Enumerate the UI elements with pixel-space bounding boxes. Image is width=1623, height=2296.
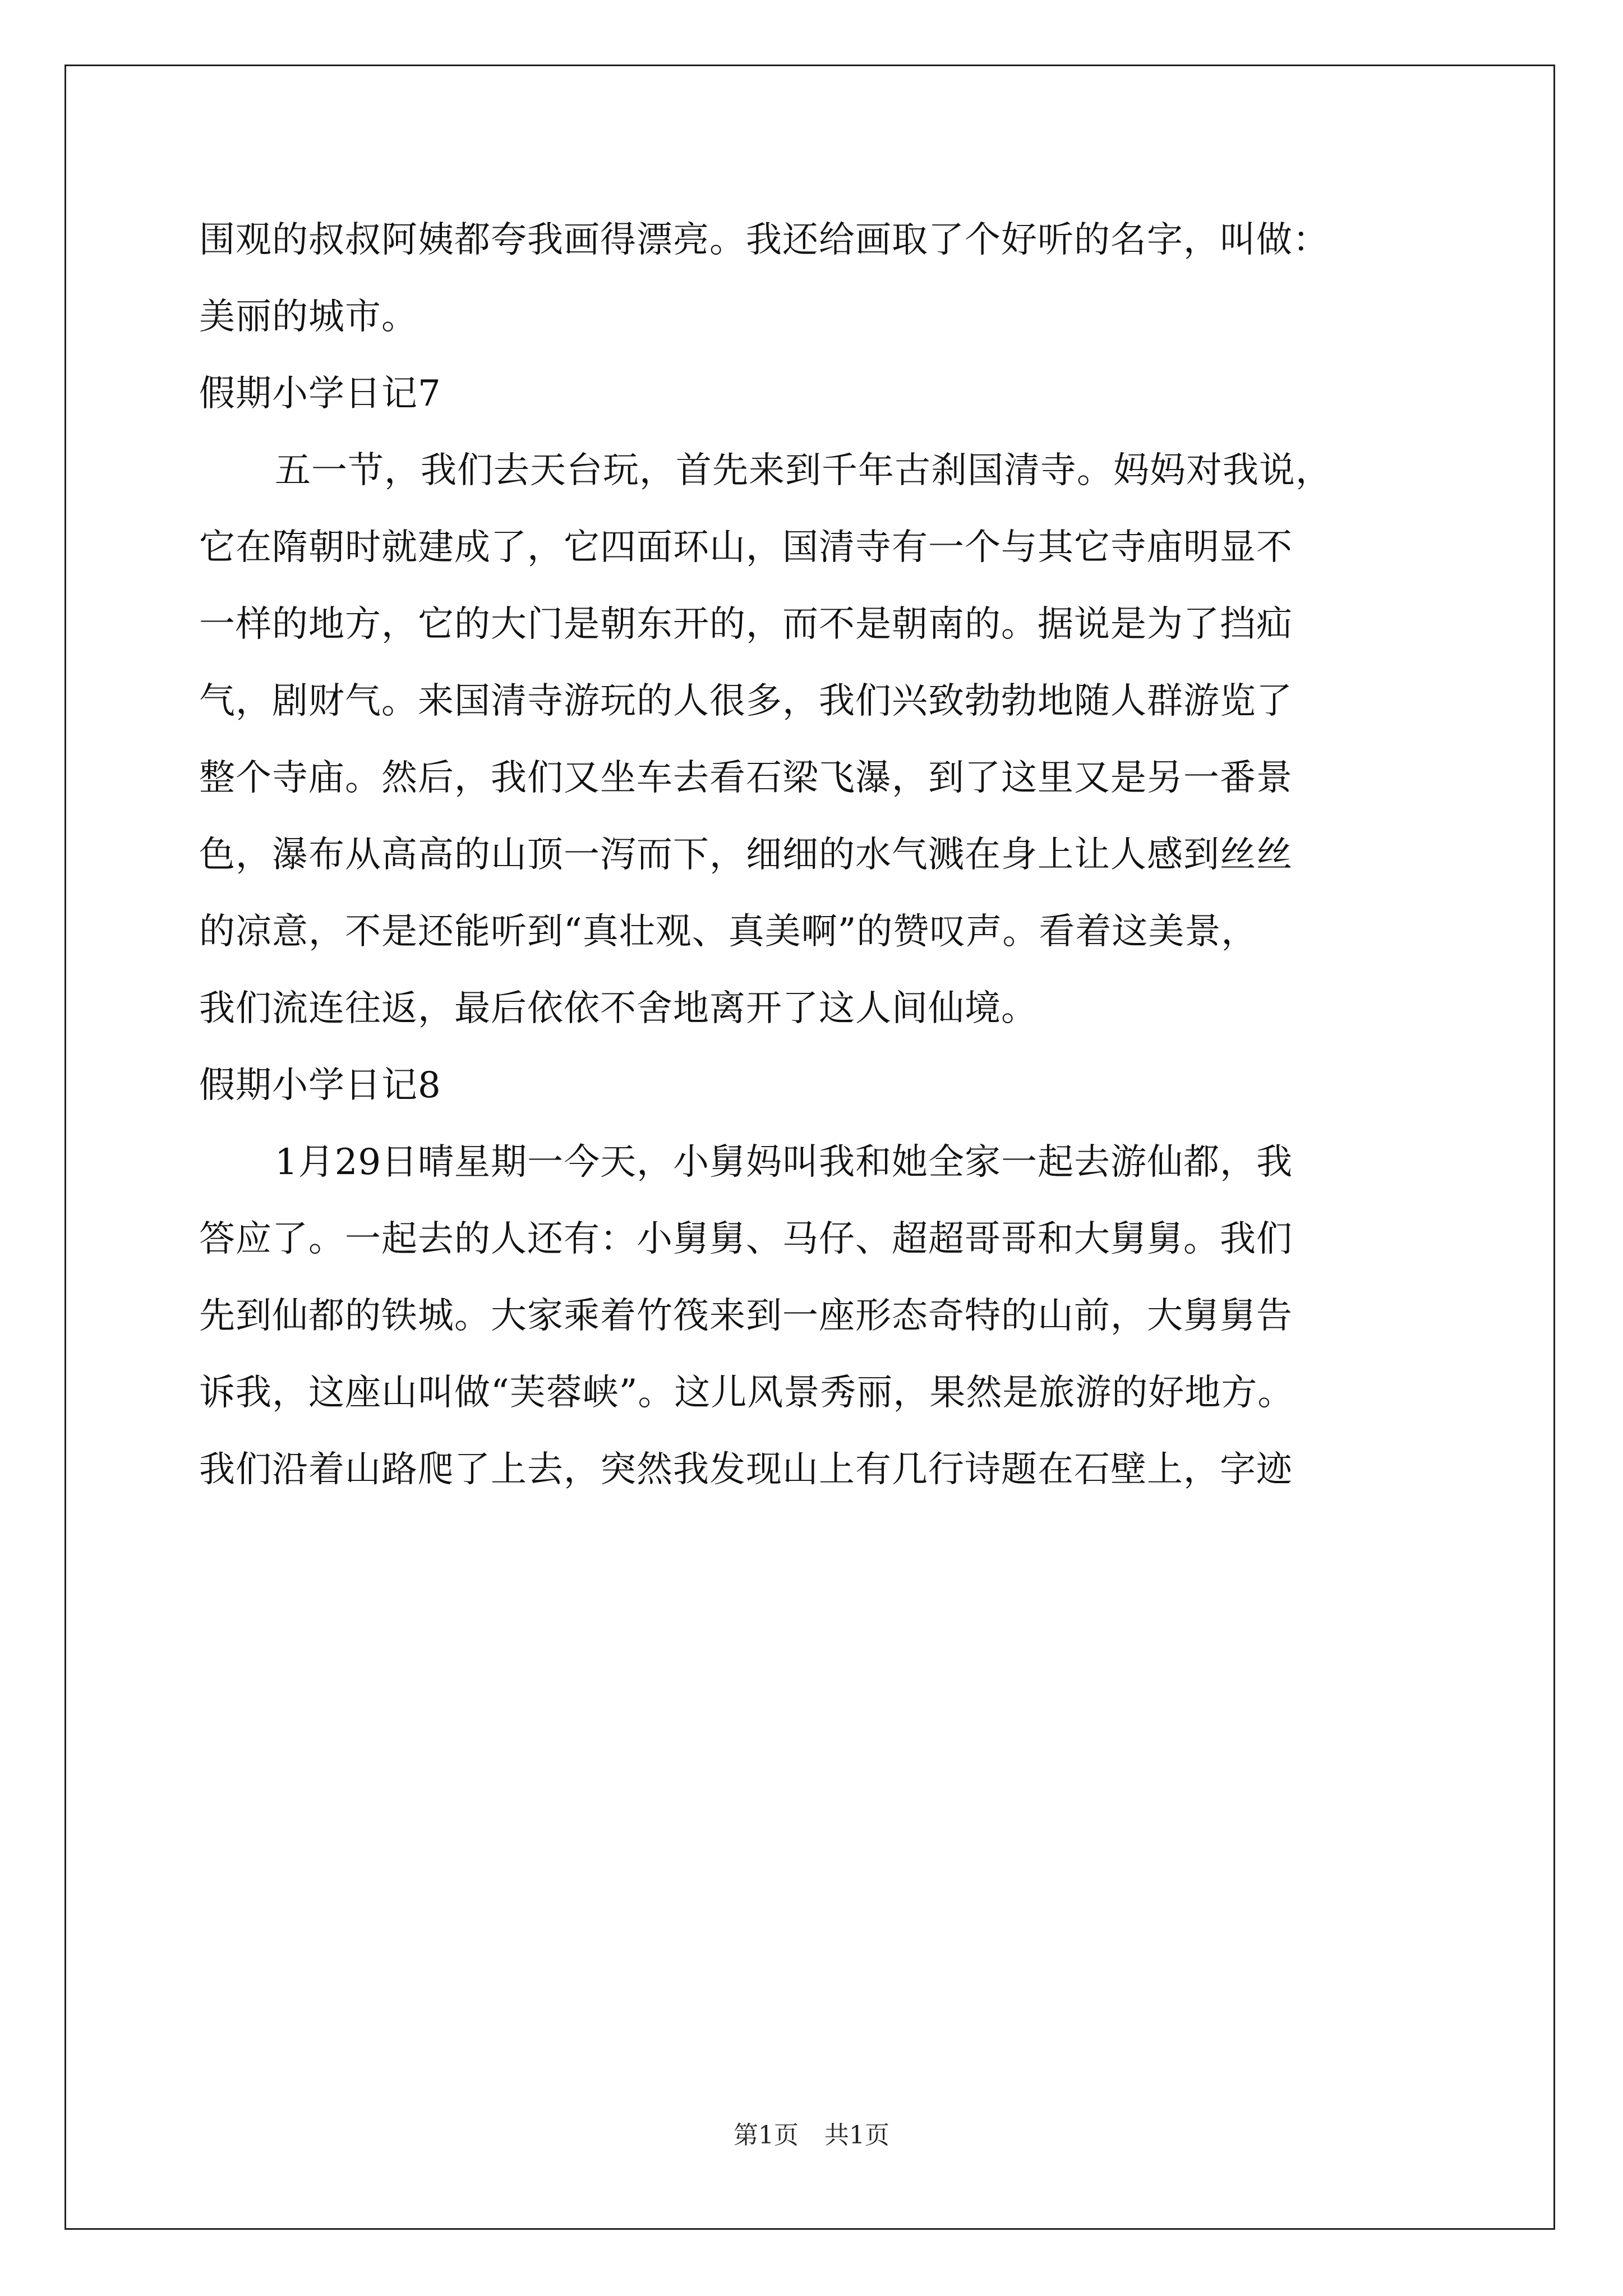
page-footer xyxy=(0,2115,1623,2151)
section-heading: 假期小学日记8 xyxy=(199,1065,441,1106)
text-line: 诉我，这座山叫做“芙蓉峡”。这儿风景秀丽，果然是旅游的好地方。 xyxy=(199,1372,1294,1414)
section-heading: 假期小学日记7 xyxy=(199,373,441,415)
text-line: 我们沿着山路爬了上去，突然我发现山上有几行诗题在石壁上，字迹 xyxy=(199,1449,1293,1490)
text-line: 先到仙都的铁城。大家乘着竹筏来到一座形态奇特的山前，大舅舅告 xyxy=(199,1295,1293,1337)
text-line: 我们流连往返，最后依依不舍地离开了这人间仙境。 xyxy=(199,988,1038,1029)
text-line: 围观的叔叔阿姨都夸我画得漂亮。我还给画取了个好听的名字，叫做： xyxy=(199,219,1329,261)
document-body xyxy=(199,202,1433,1508)
text-line: 答应了。一起去的人还有：小舅舅、马仔、超超哥哥和大舅舅。我们 xyxy=(199,1218,1293,1260)
page-number: 第1页 xyxy=(734,2121,799,2150)
text-line: 的凉意，不是还能听到“真壮观、真美啊”的赞叹声。看着这美景， xyxy=(199,911,1258,953)
text-line: 1月29日晴星期一今天，小舅妈叫我和她全家一起去游仙都，我 xyxy=(275,1142,1293,1183)
text-line: 气，剧财气。来国清寺游玩的人很多，我们兴致勃勃地随人群游览了 xyxy=(199,680,1293,722)
text-line: 一样的地方，它的大门是朝东开的，而不是朝南的。据说是为了挡疝 xyxy=(199,604,1293,645)
text-line: 它在隋朝时就建成了，它四面环山，国清寺有一个与其它寺庙明显不 xyxy=(199,527,1293,568)
text-line: 五一节，我们去天台玩，首先来到千年古刹国清寺。妈妈对我说， xyxy=(275,450,1332,491)
text-line: 整个寺庙。然后，我们又坐车去看石梁飞瀑，到了这里又是另一番景 xyxy=(199,757,1293,799)
text-line: 美丽的城市。 xyxy=(199,296,418,338)
page-total: 共1页 xyxy=(824,2121,889,2150)
text-line: 色，瀑布从高高的山顶一泻而下，细细的水气溅在身上让人感到丝丝 xyxy=(199,834,1293,876)
